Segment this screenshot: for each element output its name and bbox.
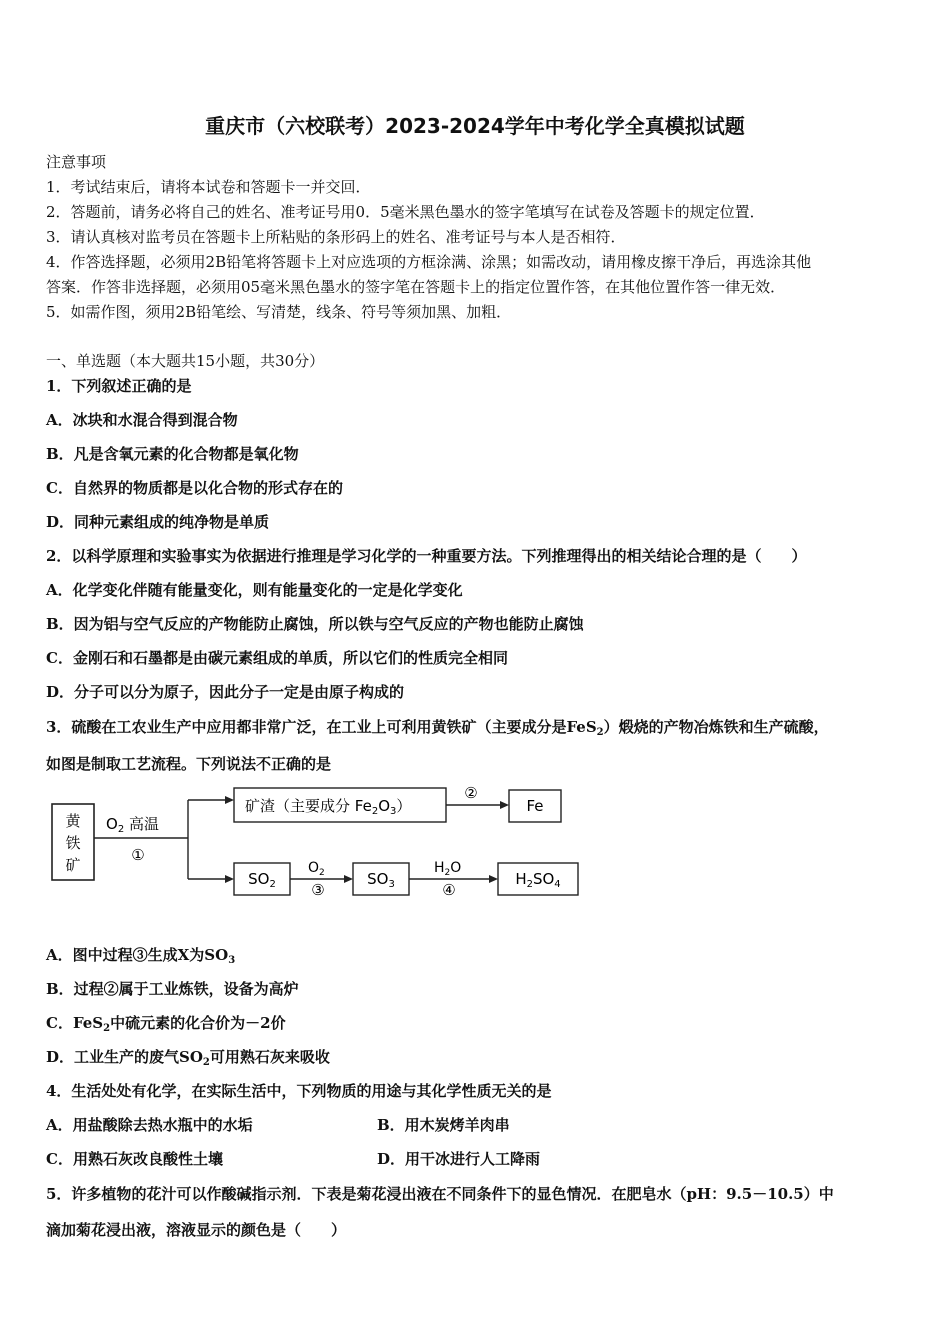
page-title: 重庆市（六校联考）2023-2024学年中考化学全真模拟试题 (205, 114, 745, 138)
question-4-stem: 4．生活处处有化学，在实际生活中，下列物质的用途与其化学性质无关的是 (46, 1082, 552, 1100)
question-1-option-a: A．冰块和水混合得到混合物 (46, 411, 238, 429)
question-1-option-c: C．自然界的物质都是以化合物的形式存在的 (46, 479, 343, 497)
question-3-option-a: A．图中过程③生成X为$SO_3$ (46, 946, 236, 966)
fe-label: Fe (526, 797, 544, 815)
step-1-label: ① (131, 846, 145, 864)
question-4-option-d: D．用干冰进行人工降雨 (377, 1150, 541, 1168)
ore-char: 矿 (65, 856, 81, 874)
question-1-stem: 1．下列叙述正确的是 (46, 377, 192, 395)
question-3-stem: 3．硫酸在工农业生产中应用都非常广泛，在工业上可利用黄铁矿（主要成分是FeS$_2$）煅烧的产物冶炼铁和生产硫酸， (46, 718, 829, 738)
condition-3: $O_2$ (308, 860, 325, 878)
question-5-stem: 5．许多植物的花汁可以作酸碱指示剂．下表是菊花浸出液在不同条件下的显色情况．在肥皂水（pH：9.5－10.5）中 (46, 1185, 834, 1203)
h2so4-label: $H_2SO_4$ (515, 870, 561, 890)
question-3-option-b: B．过程②属于工业炼铁，设备为高炉 (46, 980, 299, 998)
notice-item: 3．请认真核对监考员在答题卡上所粘贴的条形码上的姓名、准考证号与本人是否相符． (46, 228, 626, 246)
so2-label: $SO_2$ (248, 870, 276, 890)
question-2-option-c: C．金刚石和石墨都是由碳元素组成的单质，所以它们的性质完全相同 (46, 649, 508, 667)
question-4-option-a: A．用盐酸除去热水瓶中的水垢 (46, 1116, 253, 1134)
question-2-option-b: B．因为铝与空气反应的产物能防止腐蚀，所以铁与空气反应的产物也能防止腐蚀 (46, 615, 584, 633)
question-3-option-c: C．FeS$_2$中硫元素的化合价为－2价 (46, 1014, 286, 1034)
condition-1: $O_2$ 高温 (106, 815, 159, 835)
step-3-label: ③ (311, 881, 325, 899)
process-flow-diagram (48, 780, 608, 910)
ore-char: 黄 (65, 812, 81, 830)
question-4-option-b: B．用木炭烤羊肉串 (377, 1116, 510, 1134)
slag-label: 矿渣（主要成分 $Fe_2O_3$） (245, 797, 412, 817)
question-3-option-d: D．工业生产的废气$SO_2$可用熟石灰来吸收 (46, 1048, 330, 1068)
section-heading: 一、单选题（本大题共15小题，共30分） (46, 352, 325, 370)
notice-item: 1．考试结束后，请将本试卷和答题卡一并交回． (46, 178, 371, 196)
question-2-stem: 2．以科学原理和实验事实为依据进行推理是学习化学的一种重要方法。下列推理得出的相关结论合理的是（ ） (46, 547, 807, 565)
notice-item: 5．如需作图，须用2B铅笔绘、写清楚，线条、符号等须加黑、加粗． (46, 303, 512, 321)
notice-heading: 注意事项 (46, 153, 107, 171)
question-4-option-c: C．用熟石灰改良酸性土壤 (46, 1150, 223, 1168)
notice-item: 2．答题前，请务必将自己的姓名、准考证号用0．5毫米黑色墨水的签字笔填写在试卷及答题卡的规定位置． (46, 203, 765, 221)
step-2-label: ② (464, 784, 478, 802)
so3-label: $SO_3$ (367, 870, 395, 890)
condition-4: $H_2O$ (434, 860, 462, 878)
notice-item: 答案．作答非选择题，必须用05毫米黑色墨水的签字笔在答题卡上的指定位置作答，在其他位置作答一律无效． (46, 278, 786, 296)
question-1-option-d: D．同种元素组成的纯净物是单质 (46, 513, 270, 531)
step-4-label: ④ (442, 881, 456, 899)
notice-item: 4．作答选择题，必须用2B铅笔将答题卡上对应选项的方框涂满、涂黑；如需改动，请用橡皮擦干净后，再选涂其他 (46, 253, 812, 271)
ore-char: 铁 (65, 834, 81, 852)
question-3-stem-cont: 如图是制取工艺流程。下列说法不正确的是 (46, 755, 332, 773)
question-5-stem-cont: 滴加菊花浸出液，溶液显示的颜色是（ ） (46, 1221, 347, 1239)
question-2-option-d: D．分子可以分为原子，因此分子一定是由原子构成的 (46, 683, 405, 701)
question-1-option-b: B．凡是含氧元素的化合物都是氧化物 (46, 445, 299, 463)
question-2-option-a: A．化学变化伴随有能量变化，则有能量变化的一定是化学变化 (46, 581, 463, 599)
